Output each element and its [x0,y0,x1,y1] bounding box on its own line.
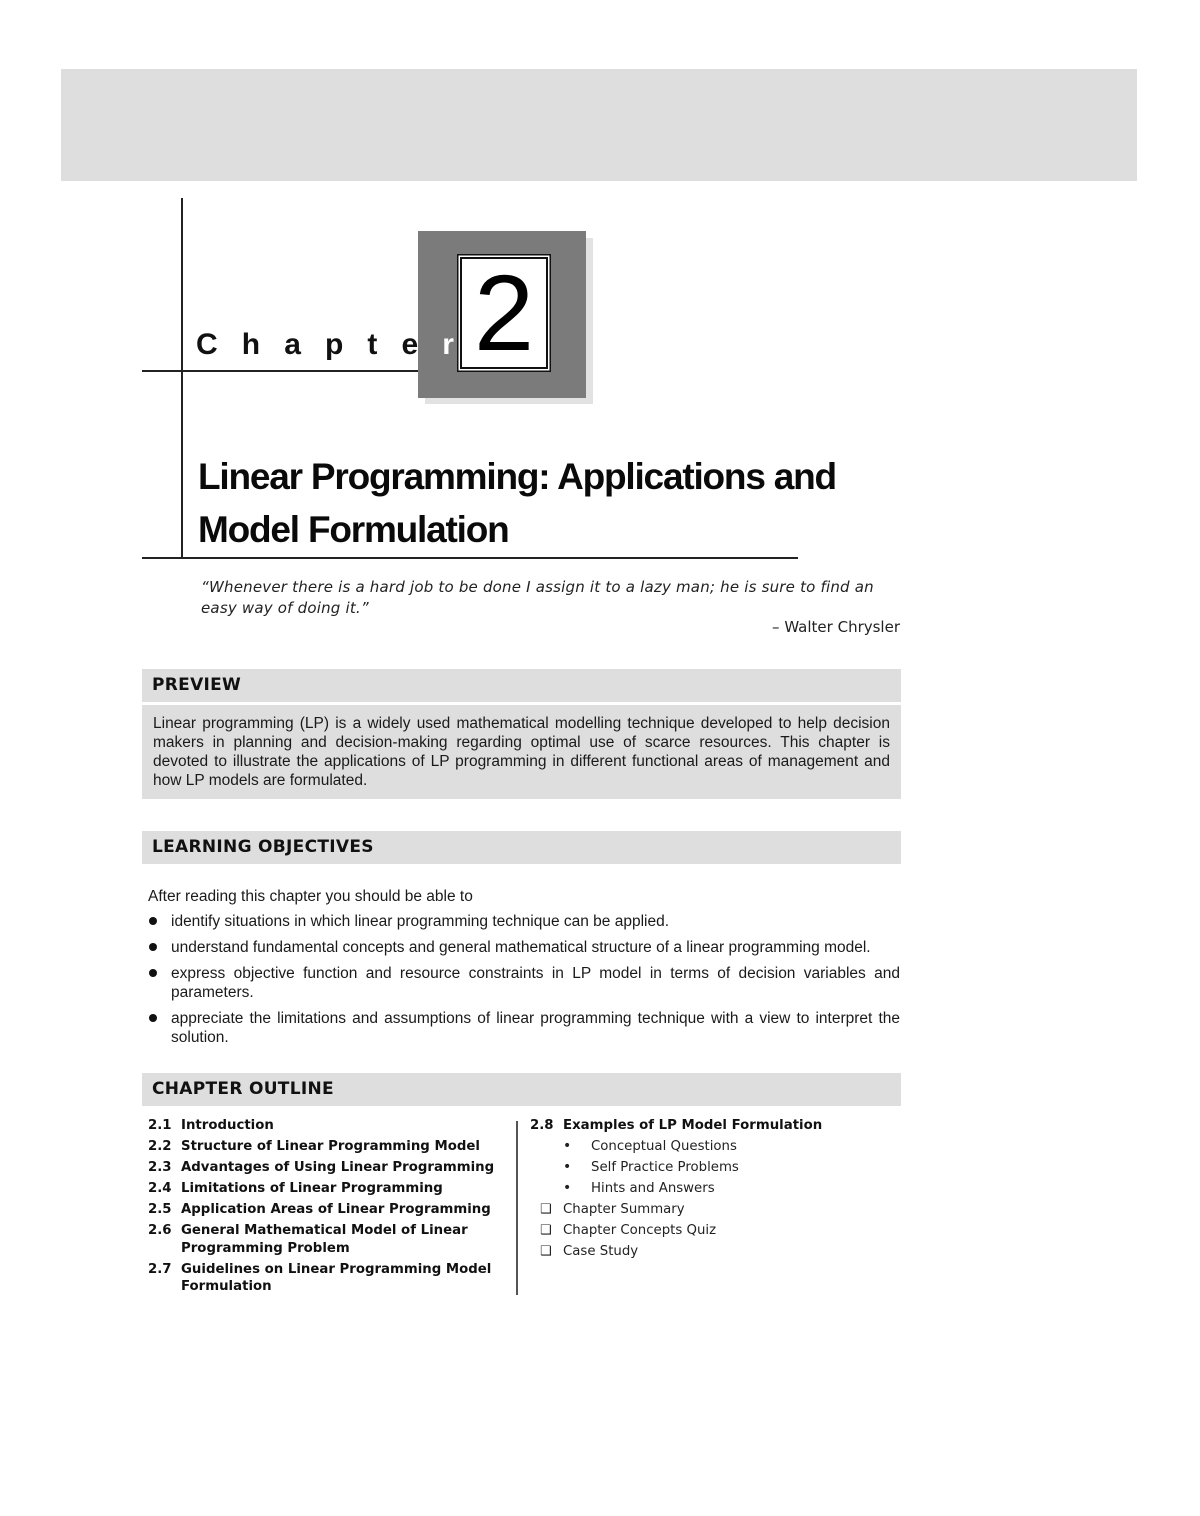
outline-text: Structure of Linear Programming Model [181,1139,480,1154]
outline-item [148,1261,498,1296]
list-item: identify situations in which linear programming technique can be applied. [148,912,900,931]
chapter-outline-heading: CHAPTER OUTLINE [142,1073,901,1106]
outline-subitem-text: Self Practice Problems [591,1160,739,1175]
chapter-number: 2 [460,257,548,369]
checkbox-icon: ❑ [540,1244,552,1259]
outline-subitem [530,1138,890,1156]
bullet-icon: • [563,1180,572,1196]
outline-item [148,1117,498,1135]
title-rule [142,557,798,559]
outline-text: Application Areas of Linear Programming [181,1202,491,1217]
epigraph-author: – Walter Chrysler [772,618,900,636]
outline-subitem [530,1159,890,1177]
chapter-label [196,328,454,362]
chapter-letter: e [401,328,419,361]
outline-text: General Mathematical Model of Linear Programming Problem [181,1223,468,1256]
chapter-title-line2: Model Formulation [198,509,509,550]
list-item: understand fundamental concepts and general mathematical structure of a linear programming model. [148,938,900,957]
list-item: appreciate the limitations and assumptions of linear programming technique with a view to interpret the solution. [148,1009,900,1047]
checkbox-icon: ❑ [540,1202,552,1217]
outline-subitem [530,1180,890,1198]
chapter-letter: C [196,328,218,361]
outline-subitem [530,1243,890,1261]
outline-number: 2.8 [530,1118,554,1133]
outline-item [148,1138,498,1156]
outline-text: Guidelines on Linear Programming Model Formulation [181,1261,492,1294]
bullet-icon: • [563,1138,572,1154]
outline-text: Limitations of Linear Programming [181,1181,443,1196]
outline-subitem-text: Hints and Answers [591,1181,715,1196]
outline-subitem-text: Conceptual Questions [591,1139,737,1154]
outline-subitem-text: Chapter Summary [563,1202,685,1217]
outline-number: 2.3 [148,1160,172,1175]
preview-heading: PREVIEW [142,669,901,702]
outline-item [148,1222,498,1257]
list-item: express objective function and resource constraints in LP model in terms of decision variables and parameters. [148,964,900,1002]
bullet-icon: • [563,1159,572,1175]
outline-item [148,1159,498,1177]
vertical-rule [181,198,183,558]
outline-text: Examples of LP Model Formulation [563,1118,823,1133]
outline-number: 2.7 [148,1261,172,1277]
chapter-letter: h [241,328,261,361]
outline-text: Introduction [181,1118,274,1133]
outline-item [148,1180,498,1198]
outline-divider [516,1121,518,1295]
preview-text: Linear programming (LP) is a widely used mathematical modelling technique developed to help decision makers in planning and decision-making regarding optimal use of scarce resources. This chapter is devoted to illustrate the applications of LP programming in different functional areas of management and how LP models are formulated. [142,705,901,799]
chapter-letter: t [367,328,378,361]
outline-number: 2.5 [148,1202,172,1217]
outline-subitem [530,1201,890,1219]
learning-objectives-intro: After reading this chapter you should be able to [148,888,473,905]
learning-objectives-heading: LEARNING OBJECTIVES [142,831,901,864]
learning-objectives-list [148,912,900,1054]
outline-left-column [148,1117,498,1299]
checkbox-icon: ❑ [540,1223,552,1238]
outline-right-column [530,1117,890,1264]
chapter-title [198,450,838,556]
top-header-band [61,69,1137,181]
outline-subitem-text: Chapter Concepts Quiz [563,1223,717,1238]
outline-item [530,1117,890,1135]
epigraph-quote: “Whenever there is a hard job to be done I assign it to a lazy man; he is sure to find an easy way of doing it.” [201,578,874,617]
chapter-rule [142,370,438,372]
outline-number: 2.1 [148,1118,172,1133]
chapter-letter: p [324,328,344,361]
outline-number: 2.4 [148,1181,172,1196]
outline-subitem-text: Case Study [563,1244,639,1259]
outline-subitem [530,1222,890,1240]
outline-number: 2.2 [148,1139,172,1154]
outline-number: 2.6 [148,1223,172,1238]
outline-item [148,1201,498,1219]
chapter-title-line1: Linear Programming: Applications and [198,456,836,497]
chapter-letter: a [284,328,301,361]
chapter-letter: r [442,328,454,361]
outline-text: Advantages of Using Linear Programming [181,1160,495,1175]
